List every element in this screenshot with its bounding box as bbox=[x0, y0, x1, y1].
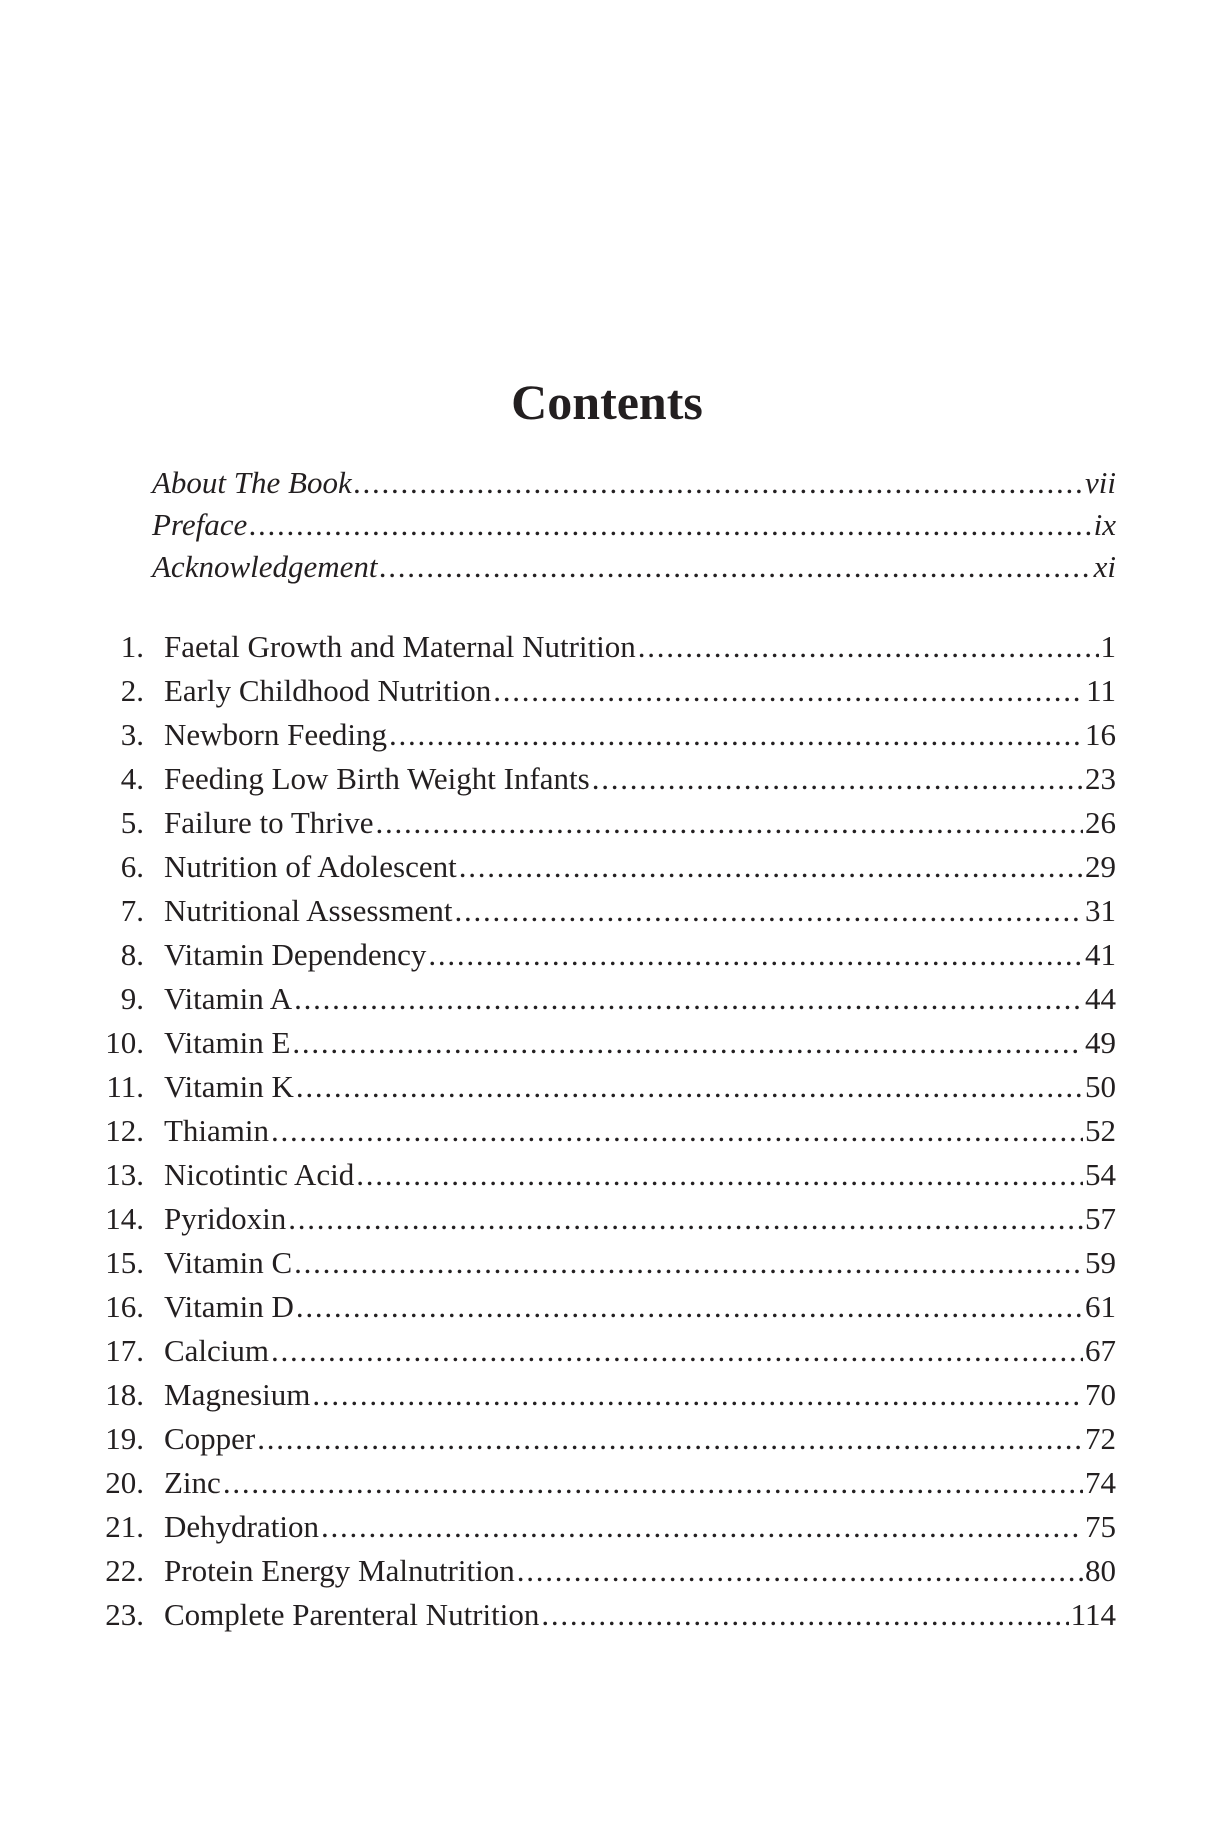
toc-entry-label: Acknowledgement bbox=[152, 549, 378, 584]
chapter-title: Nicotintic Acid bbox=[164, 1157, 355, 1192]
chapter-title: Faetal Growth and Maternal Nutrition bbox=[164, 629, 636, 664]
chapter-page-number: 75 bbox=[1085, 1509, 1116, 1544]
chapter-number: 3. bbox=[120, 717, 144, 752]
dot-leader bbox=[493, 669, 1084, 713]
chapter-title: Early Childhood Nutrition bbox=[164, 673, 492, 708]
dot-leader bbox=[249, 504, 1091, 546]
chapter-title: Failure to Thrive bbox=[164, 805, 374, 840]
toc-chapter-row[interactable] bbox=[94, 1329, 1116, 1373]
dot-leader bbox=[292, 1021, 1083, 1065]
dot-leader bbox=[454, 889, 1083, 933]
chapter-page-number: 11 bbox=[1086, 673, 1116, 708]
dot-leader bbox=[592, 757, 1083, 801]
toc-chapter-row[interactable] bbox=[94, 889, 1116, 933]
dot-leader bbox=[354, 462, 1083, 504]
chapter-page-number: 61 bbox=[1085, 1289, 1116, 1324]
dot-leader bbox=[389, 713, 1083, 757]
dot-leader bbox=[638, 625, 1099, 669]
toc-entry-preface[interactable] bbox=[152, 504, 1116, 546]
chapter-title: Calcium bbox=[164, 1333, 270, 1368]
chapter-number: 19. bbox=[105, 1421, 144, 1456]
chapter-title: Zinc bbox=[164, 1465, 221, 1500]
chapter-page-number: 72 bbox=[1085, 1421, 1116, 1456]
toc-chapter-row[interactable] bbox=[94, 669, 1116, 713]
dot-leader bbox=[428, 933, 1083, 977]
chapter-number: 1. bbox=[120, 629, 144, 664]
toc-chapter-row[interactable] bbox=[94, 1461, 1116, 1505]
chapter-title: Vitamin A bbox=[164, 981, 293, 1016]
dot-leader bbox=[223, 1461, 1083, 1505]
toc-chapter-row[interactable] bbox=[94, 1241, 1116, 1285]
chapter-title: Vitamin C bbox=[164, 1245, 293, 1280]
dot-leader bbox=[541, 1593, 1068, 1637]
chapter-page-number: 67 bbox=[1085, 1333, 1116, 1368]
toc-chapter-row[interactable] bbox=[94, 1549, 1116, 1593]
dot-leader bbox=[271, 1329, 1083, 1373]
toc-chapter-row[interactable] bbox=[94, 713, 1116, 757]
toc-chapter-row[interactable] bbox=[94, 1065, 1116, 1109]
dot-leader bbox=[380, 546, 1092, 588]
dot-leader bbox=[376, 801, 1084, 845]
chapter-number: 8. bbox=[120, 937, 144, 972]
dot-leader bbox=[288, 1197, 1083, 1241]
chapter-title: Protein Energy Malnutrition bbox=[164, 1553, 515, 1588]
toc-chapter-row[interactable] bbox=[94, 1153, 1116, 1197]
toc-chapter-row[interactable] bbox=[94, 1285, 1116, 1329]
front-matter-list bbox=[152, 462, 1116, 588]
chapter-number: 4. bbox=[120, 761, 144, 796]
toc-chapter-row[interactable] bbox=[94, 1373, 1116, 1417]
dot-leader bbox=[517, 1549, 1083, 1593]
chapter-number: 7. bbox=[120, 893, 144, 928]
toc-entry-page: xi bbox=[1093, 549, 1116, 584]
toc-chapter-row[interactable] bbox=[94, 1109, 1116, 1153]
dot-leader bbox=[356, 1153, 1083, 1197]
chapter-title: Nutritional Assessment bbox=[164, 893, 453, 928]
chapter-number: 5. bbox=[120, 805, 144, 840]
chapter-page-number: 74 bbox=[1085, 1465, 1116, 1500]
chapter-number: 20. bbox=[105, 1465, 144, 1500]
toc-chapter-row[interactable] bbox=[94, 801, 1116, 845]
chapter-page-number: 26 bbox=[1085, 805, 1116, 840]
chapter-title: Vitamin Dependency bbox=[164, 937, 427, 972]
dot-leader bbox=[257, 1417, 1083, 1461]
toc-chapter-row[interactable] bbox=[94, 1593, 1116, 1637]
chapter-page-number: 29 bbox=[1085, 849, 1116, 884]
dot-leader bbox=[296, 1285, 1083, 1329]
chapter-number: 9. bbox=[120, 981, 144, 1016]
toc-entry-label: About The Book bbox=[152, 465, 352, 500]
toc-entry-label: Preface bbox=[152, 507, 248, 542]
toc-entry-about-the-book[interactable] bbox=[152, 462, 1116, 504]
chapter-page-number: 41 bbox=[1085, 937, 1116, 972]
chapter-title: Magnesium bbox=[164, 1377, 311, 1412]
toc-chapter-row[interactable] bbox=[94, 1505, 1116, 1549]
chapter-number: 21. bbox=[105, 1509, 144, 1544]
chapter-number: 15. bbox=[105, 1245, 144, 1280]
toc-chapter-row[interactable] bbox=[94, 1021, 1116, 1065]
toc-chapter-row[interactable] bbox=[94, 625, 1116, 669]
chapter-title: Copper bbox=[164, 1421, 256, 1456]
chapter-page-number: 16 bbox=[1085, 717, 1116, 752]
toc-chapter-row[interactable] bbox=[94, 845, 1116, 889]
toc-entry-acknowledgement[interactable] bbox=[152, 546, 1116, 588]
toc-entry-page: ix bbox=[1093, 507, 1116, 542]
dot-leader bbox=[296, 1065, 1083, 1109]
chapter-number: 10. bbox=[105, 1025, 144, 1060]
dot-leader bbox=[271, 1109, 1083, 1153]
chapter-title: Pyridoxin bbox=[164, 1201, 287, 1236]
chapter-number: 2. bbox=[120, 673, 144, 708]
chapter-number: 17. bbox=[105, 1333, 144, 1368]
chapter-title: Vitamin K bbox=[164, 1069, 294, 1104]
chapter-page-number: 1 bbox=[1100, 629, 1116, 664]
dot-leader bbox=[312, 1373, 1083, 1417]
page-title: Contents bbox=[511, 374, 703, 430]
chapter-page-number: 59 bbox=[1085, 1245, 1116, 1280]
toc-chapter-row[interactable] bbox=[94, 757, 1116, 801]
chapter-page-number: 70 bbox=[1085, 1377, 1116, 1412]
toc-chapter-row[interactable] bbox=[94, 933, 1116, 977]
dot-leader bbox=[294, 1241, 1083, 1285]
chapter-page-number: 80 bbox=[1085, 1553, 1116, 1588]
dot-leader bbox=[321, 1505, 1083, 1549]
chapter-number: 14. bbox=[105, 1201, 144, 1236]
chapter-page-number: 57 bbox=[1085, 1201, 1116, 1236]
chapter-page-number: 23 bbox=[1085, 761, 1116, 796]
chapter-number: 16. bbox=[105, 1289, 144, 1324]
chapter-number: 12. bbox=[105, 1113, 144, 1148]
toc-chapter-row[interactable] bbox=[94, 977, 1116, 1021]
chapter-title: Newborn Feeding bbox=[164, 717, 387, 752]
chapter-page-number: 54 bbox=[1085, 1157, 1116, 1192]
chapter-title: Complete Parenteral Nutrition bbox=[164, 1597, 540, 1632]
chapter-number: 18. bbox=[105, 1377, 144, 1412]
chapter-number: 23. bbox=[105, 1597, 144, 1632]
chapter-list bbox=[94, 625, 1116, 1637]
toc-chapter-row[interactable] bbox=[94, 1417, 1116, 1461]
chapter-page-number: 31 bbox=[1085, 893, 1116, 928]
chapter-page-number: 50 bbox=[1085, 1069, 1116, 1104]
toc-chapter-row[interactable] bbox=[94, 1197, 1116, 1241]
dot-leader bbox=[294, 977, 1083, 1021]
dot-leader bbox=[459, 845, 1083, 889]
chapter-title: Vitamin D bbox=[164, 1289, 294, 1324]
chapter-page-number: 52 bbox=[1085, 1113, 1116, 1148]
chapter-number: 13. bbox=[105, 1157, 144, 1192]
chapter-title: Thiamin bbox=[164, 1113, 270, 1148]
chapter-page-number: 114 bbox=[1070, 1597, 1116, 1632]
chapter-page-number: 44 bbox=[1085, 981, 1116, 1016]
chapter-title: Vitamin E bbox=[164, 1025, 291, 1060]
chapter-title: Feeding Low Birth Weight Infants bbox=[164, 761, 590, 796]
chapter-number: 11. bbox=[106, 1069, 144, 1104]
chapter-title: Nutrition of Adolescent bbox=[164, 849, 457, 884]
chapter-title: Dehydration bbox=[164, 1509, 319, 1544]
chapter-number: 6. bbox=[120, 849, 144, 884]
chapter-number: 22. bbox=[105, 1553, 144, 1588]
chapter-page-number: 49 bbox=[1085, 1025, 1116, 1060]
toc-entry-page: vii bbox=[1085, 465, 1116, 500]
